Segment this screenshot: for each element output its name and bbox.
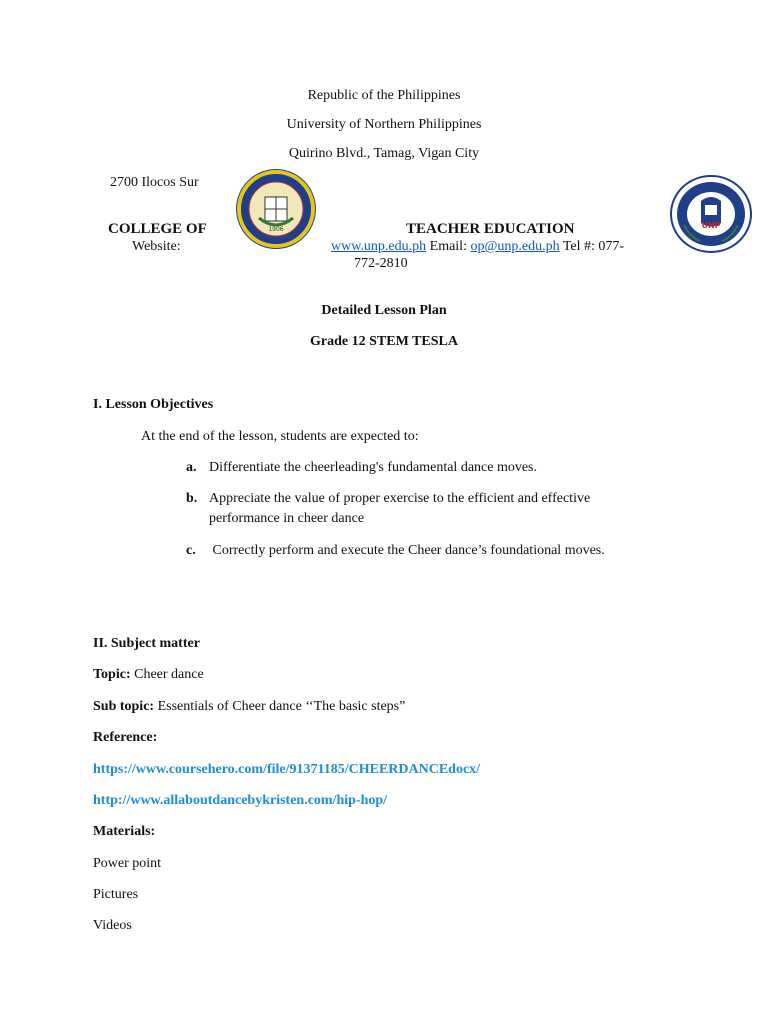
email-label: Email: [429, 239, 467, 254]
website-link[interactable]: www.unp.edu.ph [331, 239, 427, 254]
college-of-teacher-education-seal-icon [670, 175, 752, 253]
material-item: Videos [93, 918, 132, 933]
plan-title: Detailed Lesson Plan [321, 303, 447, 318]
reference-link-allaboutdance[interactable]: http://www.allaboutdancebykristen.com/hip-hop/ [93, 793, 388, 808]
objective-marker: a. [186, 460, 197, 475]
header-line-university: University of Northern Philippines [286, 117, 482, 132]
header-line-republic: Republic of the Philippines [307, 88, 461, 103]
material-item: Power point [93, 856, 162, 871]
objective-item [186, 543, 196, 559]
objectives-heading: I. Lesson Objectives [93, 397, 214, 412]
objective-text-continued: performance in cheer dance [209, 511, 365, 526]
objective-marker: c. [186, 543, 196, 558]
material-item: Pictures [93, 887, 139, 902]
topic-value: Cheer dance [134, 667, 204, 682]
website-label: Website: [132, 239, 181, 254]
email-link[interactable]: op@unp.edu.ph [470, 239, 560, 254]
grade-title: Grade 12 STEM TESLA [310, 334, 458, 349]
objective-text: Differentiate the cheerleading's fundamental dance moves. [209, 460, 538, 475]
topic-label: Topic: [93, 667, 131, 682]
college-label-right: TEACHER EDUCATION [406, 221, 575, 237]
materials-label: Materials: [93, 824, 156, 839]
header-line-address: Quirino Blvd., Tamag, Vigan City [288, 146, 480, 161]
subtopic-value: Essentials of Cheer dance ‘‘The basic steps” [157, 699, 406, 714]
reference-label: Reference: [93, 730, 158, 745]
svg-text:UNP: UNP [701, 221, 721, 230]
subtopic-label: Sub topic: [93, 699, 155, 714]
unp-seal-icon [235, 168, 317, 250]
tel-number-continued: 772-2810 [354, 256, 408, 271]
svg-text:1906: 1906 [268, 226, 284, 233]
objective-text: Correctly perform and execute the Cheer dance’s foundational moves. [209, 543, 605, 558]
reference-link-coursehero[interactable]: https://www.coursehero.com/file/91371185/CHEERDANCEdocx/ [93, 762, 481, 777]
college-label-left: COLLEGE OF [108, 221, 207, 237]
subtopic-line [93, 699, 405, 715]
objective-item [186, 460, 197, 476]
objective-marker: b. [186, 491, 198, 506]
contact-line [331, 239, 624, 255]
topic-line [93, 667, 204, 683]
objective-text: Appreciate the value of proper exercise to the efficient and effective [209, 491, 591, 506]
objective-item [186, 491, 197, 507]
tel-label: Tel #: 077- [562, 239, 625, 254]
subject-heading: II. Subject matter [93, 636, 200, 651]
header-location: 2700 Ilocos Sur [110, 175, 199, 190]
objectives-intro: At the end of the lesson, students are expected to: [141, 429, 419, 444]
